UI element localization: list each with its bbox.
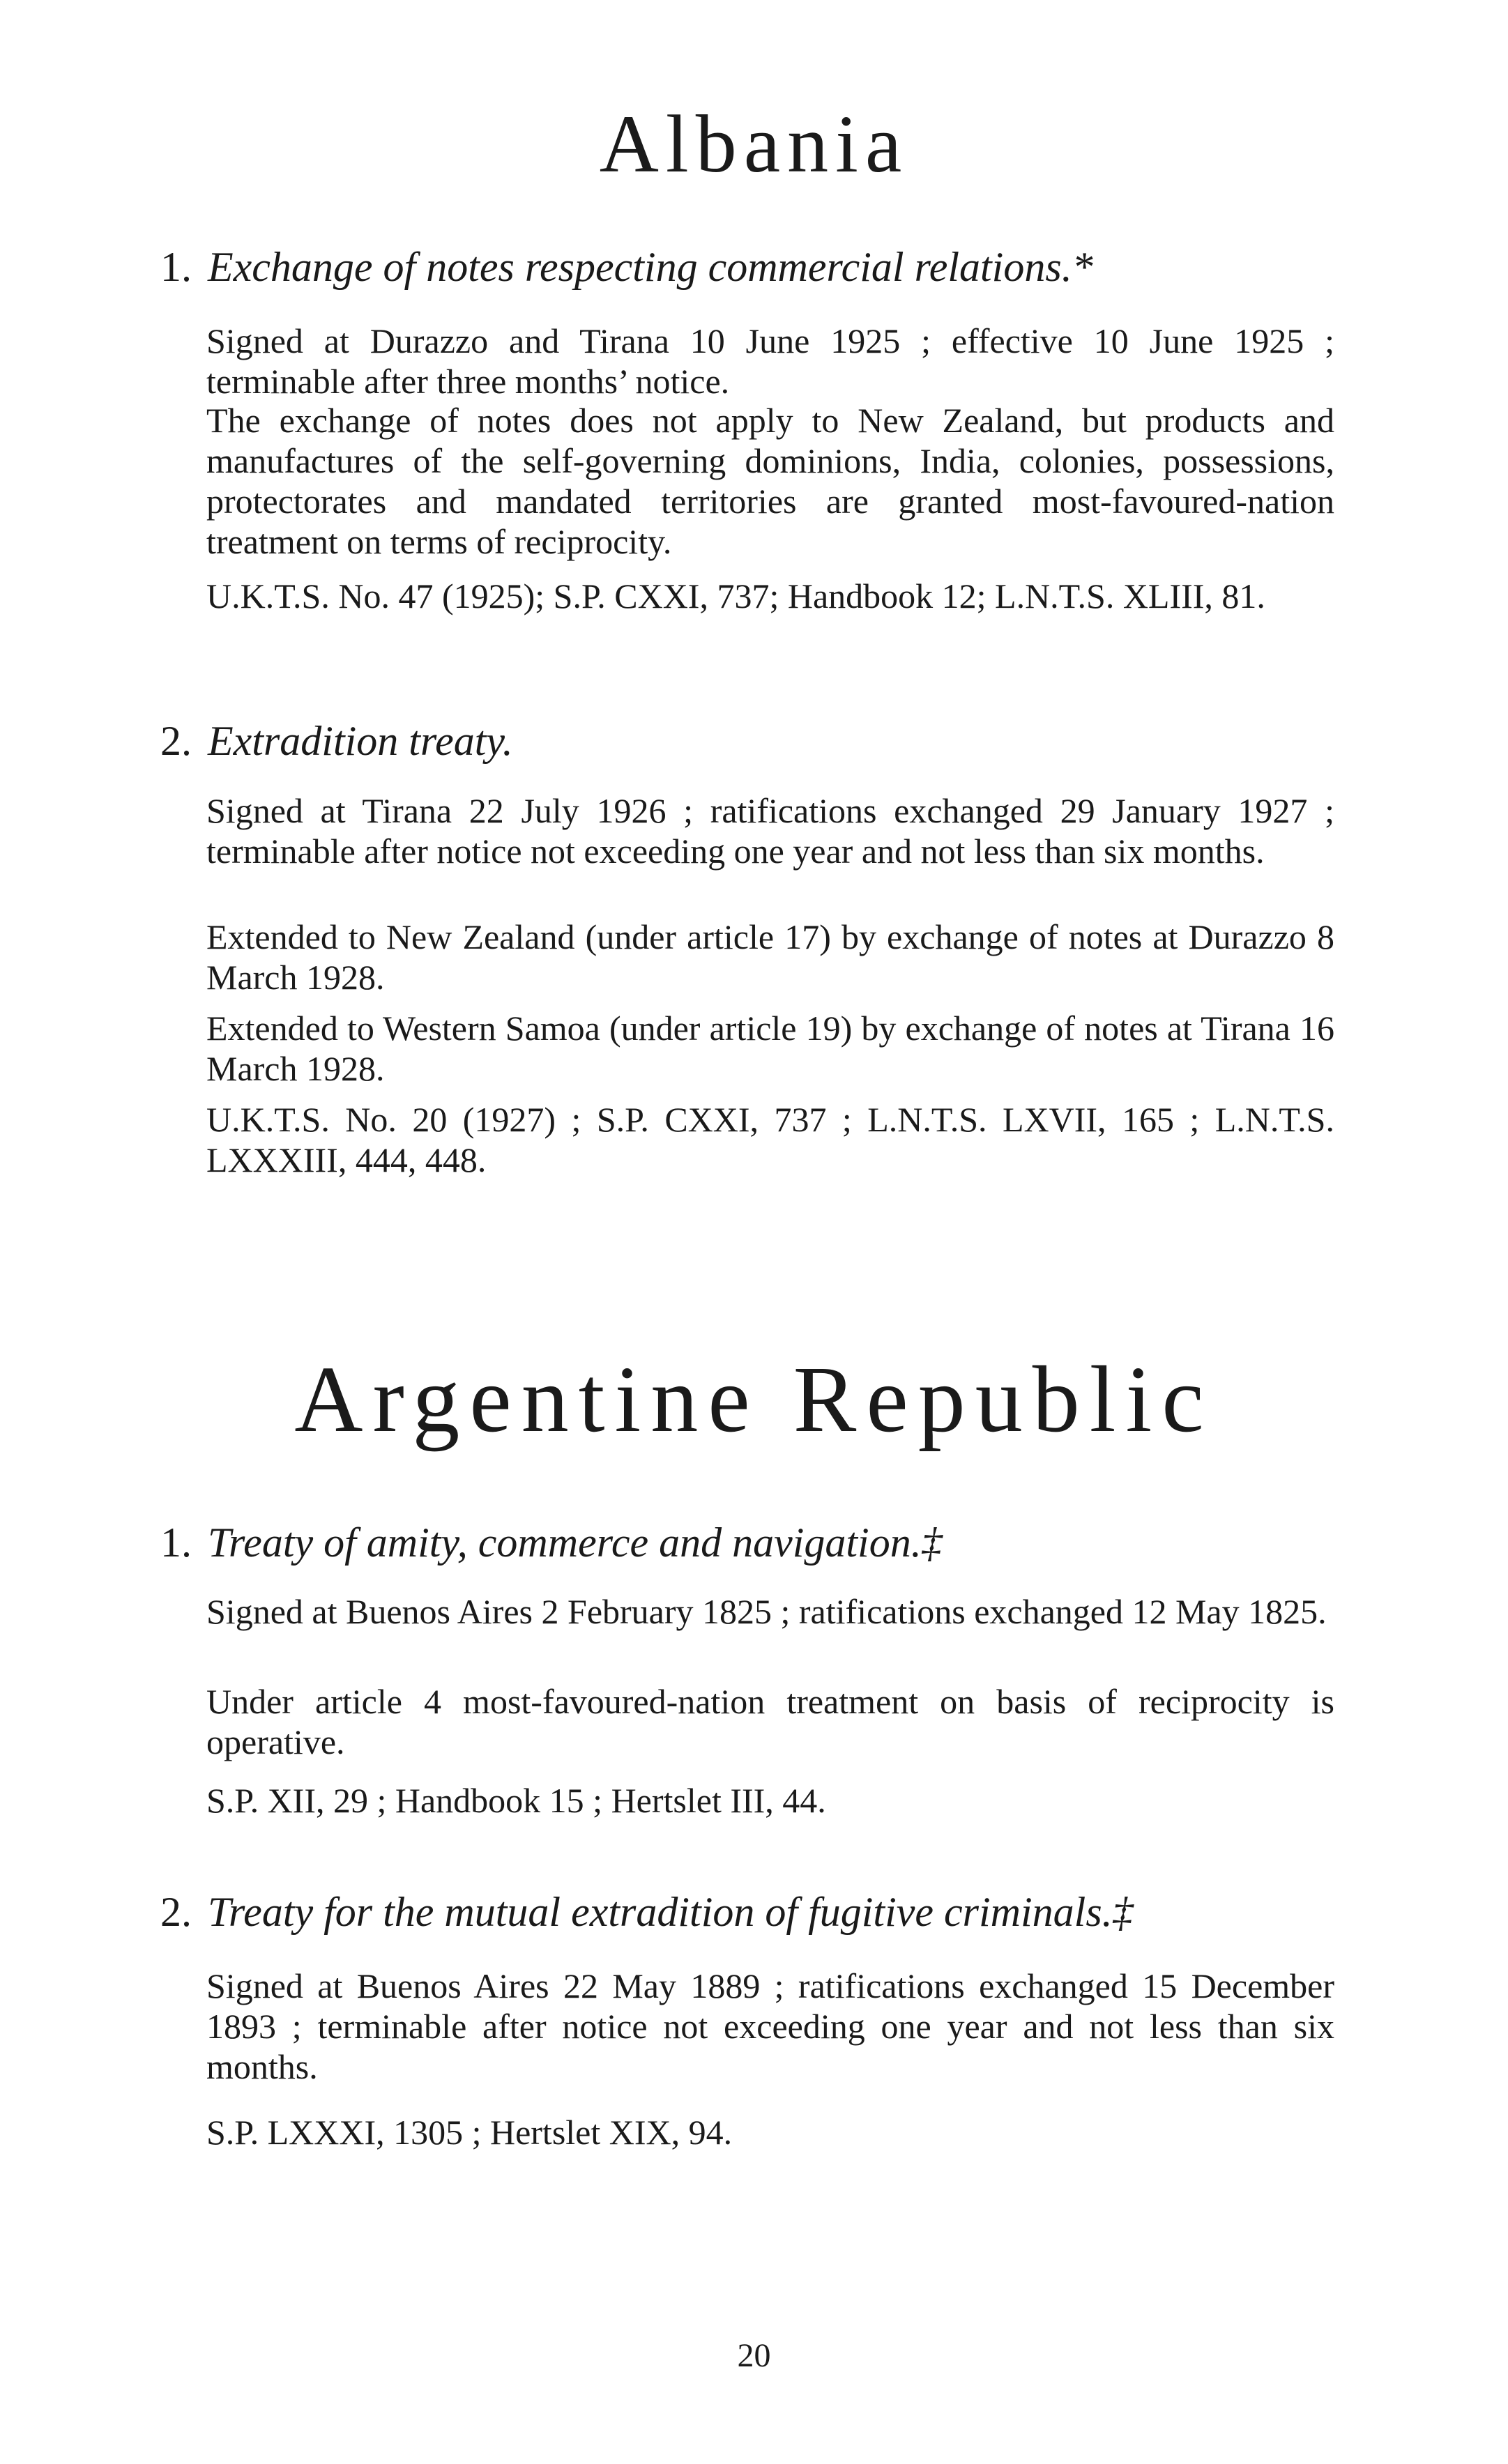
entry-number: 1. xyxy=(160,244,192,290)
entry-title: Treaty of amity, commerce and navigation.‡ xyxy=(208,1520,943,1566)
country-heading-albania: Albania xyxy=(599,98,909,190)
entry-title: Extradition treaty. xyxy=(208,718,513,764)
entry-paragraph: U.K.T.S. No. 47 (1925); S.P. CXXI, 737; Handbook 12; L.N.T.S. XLIII, 81. xyxy=(206,576,1265,615)
entry-heading xyxy=(160,244,1346,290)
entry-title: Exchange of notes respecting commercial relations.* xyxy=(208,244,1093,290)
entry-paragraph: Extended to New Zealand (under article 17) by exchange of notes at Durazzo 8 March 1928. xyxy=(206,917,1334,997)
entry-paragraph: Extended to Western Samoa (under article 19) by exchange of notes at Tirana 16 March 1928. xyxy=(206,1009,1334,1088)
entry-paragraph: U.K.T.S. No. 20 (1927) ; S.P. CXXI, 737 ; L.N.T.S. LXVII, 165 ; L.N.T.S. LXXXIII, 444, 448. xyxy=(206,1100,1334,1179)
entry-paragraph: Signed at Tirana 22 July 1926 ; ratifications exchanged 29 January 1927 ; terminable after notice not exceeding one year and not less than six months. xyxy=(206,791,1334,871)
entry-title: Treaty for the mutual extradition of fugitive criminals.‡ xyxy=(208,1889,1134,1935)
entry-paragraph: Signed at Durazzo and Tirana 10 June 1925 ; effective 10 June 1925 ; terminable after three months’ notice. xyxy=(206,321,1334,401)
entry-paragraph: S.P. LXXXI, 1305 ; Hertslet XIX, 94. xyxy=(206,2113,733,2152)
entry-paragraph: Signed at Buenos Aires 2 February 1825 ; ratifications exchanged 12 May 1825. xyxy=(206,1592,1327,1631)
country-heading-argentine-republic: Argentine Republic xyxy=(294,1347,1214,1452)
entry-heading xyxy=(160,1520,1346,1566)
entry-number: 1. xyxy=(160,1520,192,1566)
entry-number: 2. xyxy=(160,1889,192,1935)
entry-number: 2. xyxy=(160,718,192,764)
entry-paragraph: Signed at Buenos Aires 22 May 1889 ; ratifications exchanged 15 December 1893 ; terminable after notice not exceeding one year and not less than six months. xyxy=(206,1966,1334,2086)
entry-heading xyxy=(160,718,1346,764)
entry-paragraph: S.P. XII, 29 ; Handbook 15 ; Hertslet III, 44. xyxy=(206,1781,826,1820)
page-number: 20 xyxy=(737,2337,771,2374)
entry-heading xyxy=(160,1889,1346,1935)
entry-paragraph: The exchange of notes does not apply to New Zealand, but products and manufactures of the self-governing dominions, India, colonies, possessions, protectorates and mandated territories are granted most-favoured-nation treatment on terms of reciprocity. xyxy=(206,401,1334,561)
entry-paragraph: Under article 4 most-favoured-nation treatment on basis of reciprocity is operative. xyxy=(206,1682,1334,1761)
